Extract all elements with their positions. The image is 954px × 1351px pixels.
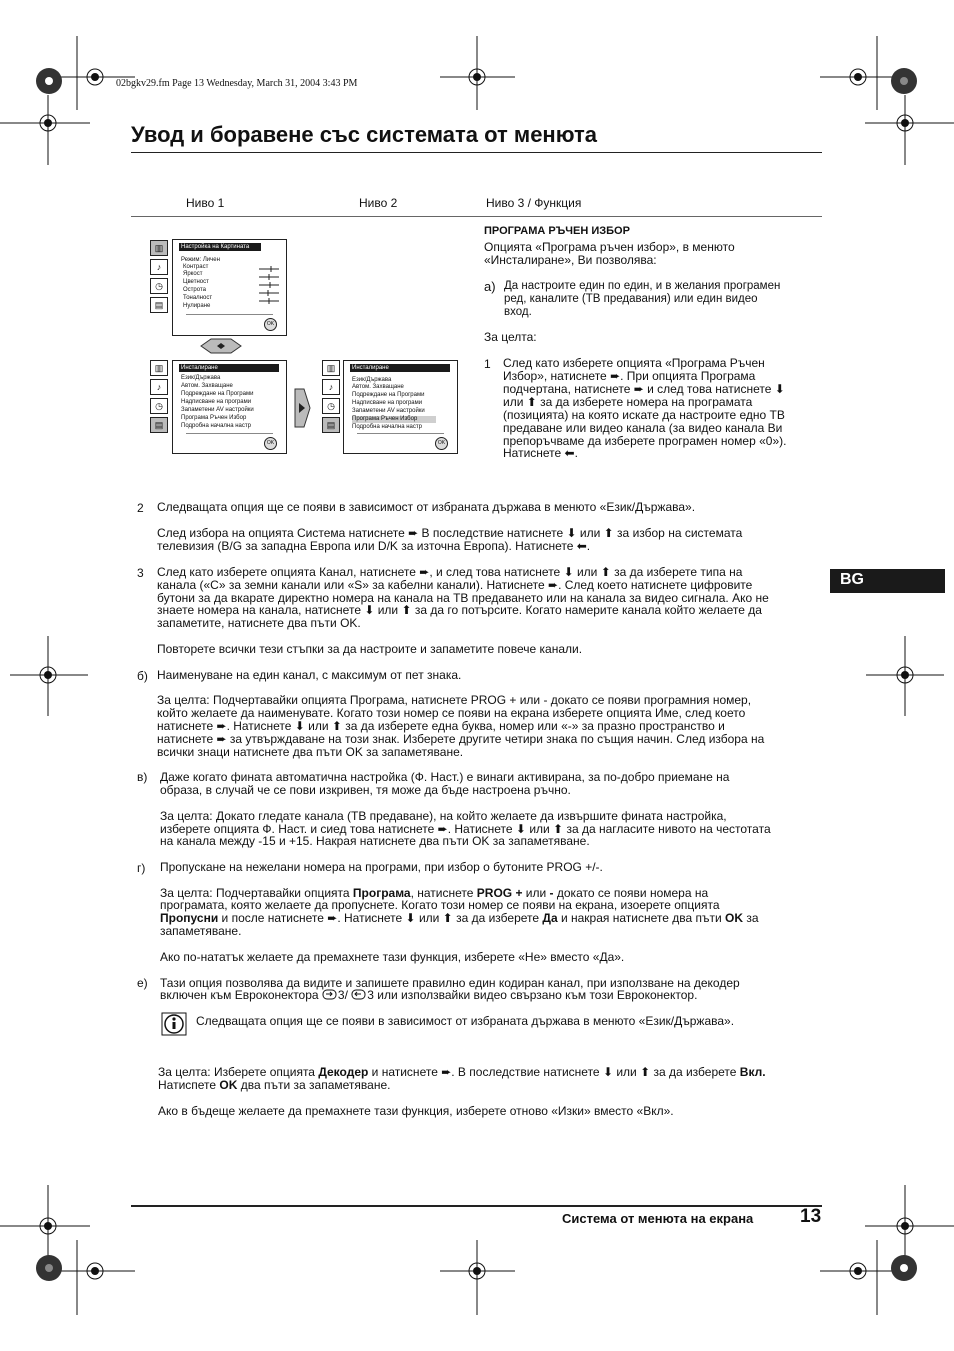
- menu-item: Подреждане на Програми: [352, 392, 425, 398]
- step1-line: подчертана, натиснете ➨ и след това натиснете ⬇: [503, 382, 785, 396]
- info-note: Следващата опция ще се появи в зависимост от избраната държава в менюто «Език/Държава».: [196, 1014, 735, 1028]
- step-number: 3: [137, 566, 144, 580]
- item-b-line: всички знаци натиснете два пъти OK за запаметяване.: [157, 745, 464, 759]
- menu-item: Нулиране: [183, 303, 211, 309]
- text-run: и после натиснете ➨. Натиснете ⬇ или ⬆ за да изберете: [218, 911, 543, 925]
- item-marker: е): [137, 976, 148, 990]
- file-header: 02bgkv29.fm Page 13 Wednesday, March 31, 2004 3:43 PM: [116, 78, 358, 89]
- step2-line: телевизия (B/G за западна Европа или D/K за източна Европа). Натиснете ⬅.: [157, 539, 591, 553]
- install-menu-title: Инсталиране: [350, 364, 450, 372]
- step-number: 1: [484, 357, 491, 371]
- info-icon: [161, 1012, 187, 1036]
- item-b-line: За целта: Подчертавайки опцията Програма, натиснете PROG + или - докато се появи програмния номер,: [157, 693, 752, 707]
- menu-item: Яркост: [183, 271, 203, 277]
- step1-line: (позицията) на която искате да настроите едно ТВ: [503, 408, 785, 422]
- step3-line: знаете номера на канала, натиснете ⬇ или ⬆ за да го потърсите. Когато намерите канала който желаете да: [157, 603, 762, 617]
- text-run: За целта: Изберете опцията: [158, 1065, 319, 1079]
- item-b-line: който желаете да наименувате. Когато този номер се появи на екрана изберете опцията Име, след което: [157, 706, 746, 720]
- item-g-line: [160, 912, 759, 925]
- item-v-line: Даже когато фината автоматична настройка (Ф. Наст.) е винаги активирана, за по-добро приемане на: [160, 770, 730, 784]
- menu-divider: [357, 433, 444, 434]
- ok-icon: OK: [435, 437, 448, 450]
- text-run: Натиспете: [158, 1078, 220, 1092]
- title-rule: [131, 152, 822, 153]
- item-marker: г): [137, 861, 146, 875]
- text-run: два пъти за запаметяване.: [237, 1078, 391, 1092]
- menu-item-selected: Програма Ръчен Избор: [352, 416, 436, 423]
- sound-menu-icon: ♪: [322, 379, 340, 395]
- page-number: 13: [800, 1206, 822, 1227]
- item-v-line: образа, в случай че се пови изкривен, тя може да бъде настроена ръчно.: [160, 783, 571, 797]
- sound-menu-icon: ♪: [150, 259, 168, 275]
- language-tab: [830, 569, 945, 593]
- menu-item: Острота: [183, 287, 206, 293]
- item-marker: б): [137, 669, 148, 683]
- item-b-line: натиснете ➨ за утвърждаване на този знак. Изберете другите четири знака по същия начин. След избора на: [157, 732, 765, 746]
- scart-input-icon: [322, 989, 338, 1000]
- item-e-line: [160, 989, 697, 1002]
- text-run: 3 или използвайки видео свързано към този Евроконектор.: [367, 988, 698, 1002]
- right-arrow-icon: [292, 388, 312, 428]
- menu-divider: [186, 433, 273, 434]
- item-v-detail: изберете опцията Ф. Наст. и сиед това натиснете ➨. Натиснете ⬇ или ⬆ за да нагласите нивото на честотата: [160, 822, 771, 836]
- menu-item: Тоналност: [183, 295, 213, 301]
- menu-item: Подробна начална настр: [352, 424, 422, 430]
- text-run-bold: PROG +: [476, 886, 523, 900]
- menu-item: Език/Държава: [181, 375, 221, 381]
- manual-intro-line: Опцията «Програма ръчен избор», в менюто: [484, 240, 735, 254]
- text-run-bold: OK: [725, 911, 744, 925]
- picture-menu: [172, 239, 287, 336]
- picture-menu-icon: ▥: [150, 360, 168, 376]
- menu-item: Запаметени AV настройки: [352, 408, 425, 414]
- text-run-bold: Декодер: [318, 1065, 369, 1079]
- menu-item: Надписване на програми: [352, 400, 423, 406]
- item-e-line: Тази опция позволява да видите и запишете правилно един кодиран канал, при използване на декодер: [160, 976, 740, 990]
- text-run-bold: Пропусни: [160, 911, 219, 925]
- menu-item: Запаметени AV настройки: [181, 407, 254, 413]
- step3-line: канала («С» за земни канали или «S» за кабелни канали). Натиснете ➨. След което натиснете цифровите: [157, 578, 753, 592]
- item-a-line: Да настроите един по един, и в желания програмен: [504, 280, 781, 292]
- timer-menu-icon: ◷: [322, 398, 340, 414]
- step2-line: След избора на опцията Система натиснете ➨ В последствие натиснете ⬇ или ⬆ за избор на системата: [157, 526, 743, 540]
- page-title: Увод и боравене със системата от менюта: [131, 122, 597, 147]
- install-menu-icon: ▤: [150, 297, 168, 313]
- menu-item: Автом. Захващане: [352, 384, 404, 390]
- step1-line: След като изберете опцията «Програма Ръчен: [503, 356, 765, 370]
- picture-menu-title: Настройка на Картината: [179, 243, 261, 251]
- menu-item: Подробна начална настр: [181, 423, 251, 429]
- text-run: 3/: [337, 988, 352, 1002]
- menu-item: Режим: Личен: [181, 257, 220, 263]
- footer-rule: [131, 1205, 822, 1207]
- text-run-bold: -: [549, 886, 554, 900]
- menu-item: Надписване на програми: [181, 399, 252, 405]
- item-v-detail: на канала между -15 и +15. Накрая натиснете два пъти OK за запаметяване.: [160, 834, 590, 848]
- repeat-note: Повторете всички тези стъпки за да настроите и запаметите повече канали.: [157, 642, 583, 656]
- text-run: докато се появи номера на: [553, 886, 709, 900]
- text-run-bold: Програма: [352, 886, 411, 900]
- item-a-line: вход.: [504, 306, 532, 318]
- slider-bars: [259, 264, 281, 308]
- picture-menu-icon: ▥: [322, 360, 340, 376]
- step3-line: запаметите, натиснете два пъти OK.: [157, 616, 361, 630]
- step1-line: или ⬆ за да изберете номера на програмата: [503, 395, 753, 409]
- timer-menu-icon: ◷: [150, 398, 168, 414]
- ok-icon: OK: [264, 318, 277, 331]
- item-g-text: Пропускане на нежелани номера на програми, при избор о бутоните PROG +/-.: [160, 860, 603, 874]
- step-number: 2: [137, 501, 144, 515]
- item-g-later: Ако по-нататък желаете да премахнете тази функция, изберете «Не» вместо «Да».: [160, 950, 625, 964]
- menu-item: Програма Ръчен Избор: [181, 415, 247, 421]
- menu-item: Език/Държава: [352, 377, 392, 383]
- column-rule: [131, 216, 822, 217]
- text-run-bold: Вкл.: [739, 1065, 766, 1079]
- install-menu-level2: [343, 360, 458, 454]
- item-g-line: запаметяване.: [160, 924, 242, 938]
- left-right-arrow-icon: [199, 338, 243, 354]
- scart-output-icon: [351, 989, 367, 1000]
- timer-menu-icon: ◷: [150, 278, 168, 294]
- item-marker: а): [484, 279, 496, 294]
- decoder-line: [158, 1079, 390, 1092]
- purpose-label: За целта:: [484, 330, 537, 344]
- menu-item: Контраст: [183, 264, 209, 270]
- picture-menu-icon: ▥: [150, 240, 168, 256]
- step3-line: След като изберете опцията Канал, натиснете ➨, и след това натиснете ⬇ или ⬆ за да изберете типа на: [157, 565, 743, 579]
- manual-heading: ПРОГРАМА РЪЧЕН ИЗБОР: [484, 225, 630, 237]
- text-run-bold: Да: [542, 911, 558, 925]
- text-run: включен към Евроконектора: [160, 988, 322, 1002]
- step2-line: Следващата опция ще се появи в зависимост от избраната държава в менюто «Език/Държава».: [157, 500, 696, 514]
- text-run: и натиснете ➨. В последствие натиснете ⬇ или ⬆ за да изберете: [368, 1065, 740, 1079]
- decoder-later: Ако в бъдеще желаете да премахнете тази функция, изберете отново «Изки» вместо «Вкл».: [158, 1104, 674, 1118]
- text-run: за: [743, 911, 759, 925]
- item-marker: в): [137, 770, 148, 784]
- item-b-line: натиснете ➨. Натиснете ⬇ или ⬆ за да изберете една буква, номер или «-» за празно пространство и: [157, 719, 725, 733]
- column-level3: Ниво 3 / Функция: [486, 196, 582, 210]
- step3-line: бутони за да вкарате директно номера на канала на ТВ предаването или на канала за видео сигнала. Ако не: [157, 591, 769, 605]
- step1-line: препоръчваме да изберете програмен номер «0»).: [503, 434, 787, 448]
- menu-item: Подреждане на Програми: [181, 391, 254, 397]
- text-run: и накрая натиснете два пъти: [557, 911, 726, 925]
- step1-line: предаване или видео канала (за видео канала Ви: [503, 421, 783, 435]
- item-b-text: Наименуване на един канал, с максимум от пет знака.: [157, 668, 462, 682]
- menu-item: Автом. Захващане: [181, 383, 233, 389]
- text-run: или: [522, 886, 550, 900]
- column-level2: Ниво 2: [359, 196, 398, 210]
- install-menu-icon: ▤: [322, 417, 340, 433]
- text-run: , натиснете: [410, 886, 477, 900]
- ok-icon: OK: [264, 437, 277, 450]
- text-run: За целта: Подчертавайки опцията: [160, 886, 353, 900]
- item-v-detail: За целта: Докато гледате канала (ТВ предаване), на който желаете да извършите фината настройка,: [160, 809, 727, 823]
- install-menu-level1: [172, 360, 287, 454]
- install-menu-title: Инсталиране: [179, 364, 279, 372]
- sound-menu-icon: ♪: [150, 379, 168, 395]
- menu-item: Цветност: [183, 279, 209, 285]
- column-level1: Ниво 1: [186, 196, 225, 210]
- manual-intro-line: «Инсталиране», Ви позволява:: [484, 253, 657, 267]
- language-tab-label: BG: [840, 571, 864, 588]
- install-menu-icon: ▤: [150, 417, 168, 433]
- step1-line: Натиснете ⬅.: [503, 446, 578, 460]
- item-g-line: програмата, която желаете да пропуснете. Когато този номер се появи на екрана, изоерете опцията: [160, 898, 720, 912]
- item-a-line: ред, каналите (ТВ предавания) или един видео: [504, 293, 758, 305]
- text-run-bold: OK: [219, 1078, 238, 1092]
- menu-divider: [186, 314, 273, 315]
- step1-line: Избор», натиснете ➨. При опцията Програма: [503, 369, 756, 383]
- footer-section: Система от менюта на екрана: [562, 1211, 754, 1226]
